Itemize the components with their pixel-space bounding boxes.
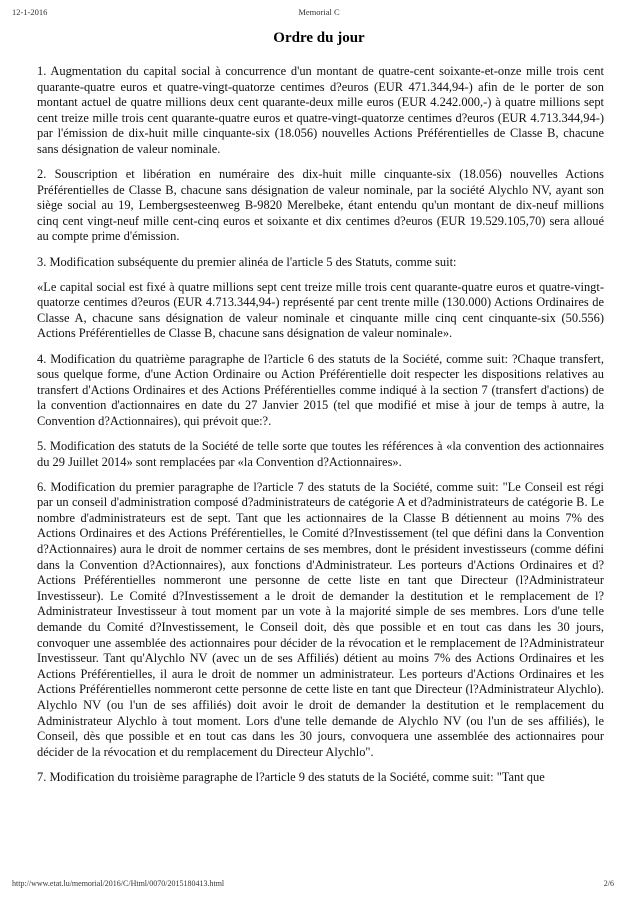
agenda-item-2: 2. Souscription et libération en numéraire des dix-huit mille cinquante-six (18.056) nouvelles Actions Préférentielles de Classe B, chacune sans désignation de valeur nominale, par la société Alychlo NV, ayant son siège social au 19, Lembergsesteenweg B-9820 Merelbeke, étant entendu qu'un montant de dix-neuf millions cinq cent vingt-neuf mille cent-cinq euros et soixante et dix centimes d?euros (EUR 19.529.105,70) sera alloué au compte prime d'émission. [37,167,604,244]
agenda-item-3: 3. Modification subséquente du premier alinéa de l'article 5 des Statuts, comme suit: [37,254,457,269]
agenda-item-5: 5. Modification des statuts de la Société de telle sorte que toutes les références à «la convention des actionnaires du 29 Juillet 2014» sont remplacées par «la Convention d?Actionnaires». [37,438,604,469]
print-header-title: Memorial C [298,7,340,17]
agenda-item-4: 4. Modification du quatrième paragraphe de l?article 6 des statuts de la Société, comme suit: ?Chaque transfert, sous quelque forme, d'une Action Ordinaire ou Action Préférentielle doit respecter les dispositions relatives au transfert d'Actions Ordinaires et des Actions Préférentielles comme indiqué à la section 7 (transfert d'actions) de la convention d'actionnaires en date du 27 Janvier 2015 (tel que modifié et mise à jour de temps à autre, la Convention d?Actionnaires), qui prévoit que:?. [37,351,604,428]
document-title: Ordre du jour [273,30,365,46]
agenda-item-1: 1. Augmentation du capital social à concurrence d'un montant de quatre-cent soixante-et-onze mille trois cent quarante-quatre euros et quatre-vingt-quatorze centimes d?euros (EUR 471.344,94-) afin de le porter de son montant actuel de quatre millions deux cent quarante-deux mille euros (EUR 4.242.000,-) à quatre millions sept cent treize mille trois cent quarante-quatre euros et quatre-vingt-quatorze centimes d?euros (EUR 4.713.344,94-) par l'émission de dix-huit mille cinquante-six (18.056) nouvelles Actions Préférentielles de Classe B, chacune sans désignation de valeur nominale. [37,64,604,156]
agenda-item-6: 6. Modification du premier paragraphe de l?article 7 des statuts de la Société, comme suit: "Le Conseil est régi par un conseil d'administration composé d?administrateurs de catégorie A et d?administrateurs de catégorie B. Le nombre d'administrateurs est de sept. Tant que les actionnaires de la Classe B détiennent au moins 7% des Actions Ordinaires et des Actions Préférentielles, le Comité d?Investissement (tel que défini dans la Convention d?Actionnaires) aura le droit de nommer certains de ses membres, dont le président investisseurs (comme défini dans la Convention d?Actionnaires), aux fonctions d'Administrateur. Les porteurs d'Actions Ordinaires et d?Actions Préférentielles nommeront une personne de cette liste en tant que Directeur (l?Administrateur Investisseur). Le Comité d?Investissement a le droit de demander la destitution et le remplacement de l?Administrateur Investisseur à tout moment par un vote à la majorité simple de ses membres. Lors d'une telle demande du Comité d?Investissement, le Conseil doit, dès que possible et en tout cas dans les 30 jours, convoquer une assemblée des actionnaires pour décider de la révocation et le remplacement de l?Administrateur Investisseur. Tant qu'Alychlo NV (avec un de ses Affiliés) détient au moins 7% des Actions Ordinaires et les Actions Préférentielles, il aura le droit de nommer un administrateur. Les porteurs d'Actions Ordinaires et les Actions Préférentielles nommeront cette personne de cette liste en tant que Directeur (l?Administrateur Alychlo). Alychlo NV (ou l'un de ses affiliés) doit avoir le droit de demander la destitution et le remplacement du Administrateur Alychlo à tout moment. Lors d'une telle demande de Alychlo NV (ou l'un de ses affiliés), le Conseil, dès que possible et en tout cas dans les 30 jours, convoquera une assemblée des actionnaires pour décider de la révocation et du remplacement du Directeur Alychlo". [37,479,604,759]
agenda-item-7: 7. Modification du troisième paragraphe de l?article 9 des statuts de la Société, comme suit: "Tant que [37,769,545,784]
agenda-item-3-quote: «Le capital social est fixé à quatre millions sept cent treize mille trois cent quarante-quatre euros et quatre-vingt-quatorze centimes d?euros (EUR 4.713.344,94-) représenté par cent trente mille (130.000) Actions Ordinaires de Classe A, chacune sans désignation de valeur nominale et cinquante mille cinq cent cinquante-six (50.556) Actions Préférentielles de Classe B, chacune sans désignation de valeur nominale». [37,279,604,341]
document-body [37,64,604,795]
footer-url[interactable]: http://www.etat.lu/memorial/2016/C/Html/0070/2015180413.html [12,879,225,888]
print-date: 12-1-2016 [12,7,48,17]
page-number: 2/6 [603,879,614,888]
